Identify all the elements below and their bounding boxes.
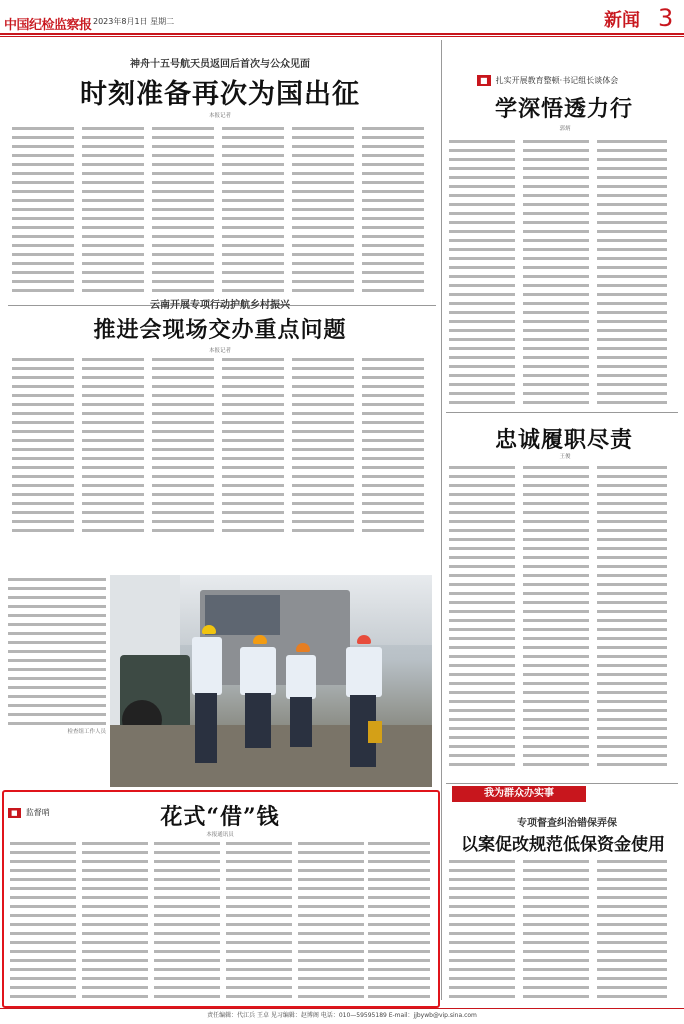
right1-text-col2 [523, 140, 589, 410]
section-badge: ■ [477, 75, 491, 86]
right1-text-col1 [449, 140, 515, 410]
right1-text-col3 [597, 140, 667, 410]
article3-text-col1 [10, 842, 76, 1000]
article1-kicker: 神舟十五号航天员返回后首次与公众见面 [130, 59, 310, 70]
article3-headline: 花式“借”钱 [160, 804, 280, 830]
article2-text-col1 [12, 358, 74, 533]
section-label-text: 扎实开展教育整顿·书记组长谈体会 [495, 76, 619, 85]
article1-text-col2 [82, 127, 144, 297]
news-photo [110, 575, 432, 787]
right-section-label [477, 68, 667, 87]
right2-text-col3 [597, 466, 667, 766]
article2-text-col5 [292, 358, 354, 533]
article3-text-col2 [82, 842, 148, 1000]
article4-banner: 我为群众办实事 [452, 786, 586, 802]
article3-text-col3 [154, 842, 220, 1000]
article3-byline: 本报通讯员 [206, 832, 234, 838]
article2-byline: 本报记者 [208, 348, 231, 354]
page-number: 3 [658, 4, 674, 32]
article1-text-col1 [12, 127, 74, 297]
article1-byline: 本报记者 [208, 113, 231, 119]
right2-headline: 忠诚履职尽责 [494, 427, 633, 453]
article1-text-col4 [222, 127, 284, 297]
section-title: 新闻 [604, 10, 640, 31]
article4-headline: 以案促改规范低保资金使用 [461, 835, 665, 855]
footer-credits: 责任编辑：代江兵 王卓 见习编辑：赵博阁 电话：010—59595189 E-mail：jjbywb@vip.sina.com [207, 1012, 477, 1019]
article2-headline: 推进会现场交办重点问题 [93, 317, 347, 343]
section-label-text: 监督哨 [25, 808, 50, 817]
article4-kicker: 专项督查纠治错保弄保 [517, 818, 617, 829]
article3-text-col6 [368, 842, 430, 1000]
column-divider [441, 40, 442, 1000]
article4-text-col3 [597, 860, 667, 1002]
issue-date: 2023年8月1日 星期二 [93, 17, 175, 26]
article3-text-col5 [298, 842, 364, 1000]
article1-text-col6 [362, 127, 424, 297]
article2-kicker: 云南开展专项行动护航乡村振兴 [150, 300, 290, 311]
divider [446, 783, 678, 784]
right2-text-col2 [523, 466, 589, 766]
article2-text-col2 [82, 358, 144, 533]
article2-text-col4 [222, 358, 284, 533]
right2-text-col1 [449, 466, 515, 766]
footer-rule [0, 1008, 684, 1009]
article4-text-col1 [449, 860, 515, 1002]
right1-headline: 学深悟透力行 [494, 96, 633, 122]
article2-text-col3 [152, 358, 214, 533]
article1-headline: 时刻准备再次为国出征 [80, 79, 360, 110]
newspaper-logo: 中国纪检监察报 [4, 18, 92, 33]
divider [446, 412, 678, 413]
right1-byline: 郭炳 [559, 126, 571, 132]
right2-byline: 王俊 [559, 454, 571, 460]
masthead-rule [0, 33, 684, 35]
article3-text-col4 [226, 842, 292, 1000]
article2-text-col6 [362, 358, 424, 533]
article1-text-col3 [152, 127, 214, 297]
article3-section-label [8, 800, 50, 819]
photo-caption-credit: 检查组工作人员 [67, 729, 106, 735]
masthead-rule-thin [0, 36, 684, 37]
section-badge: ■ [8, 808, 21, 818]
photo-caption-text [8, 578, 106, 728]
article4-text-col2 [523, 860, 589, 1002]
article1-text-col5 [292, 127, 354, 297]
